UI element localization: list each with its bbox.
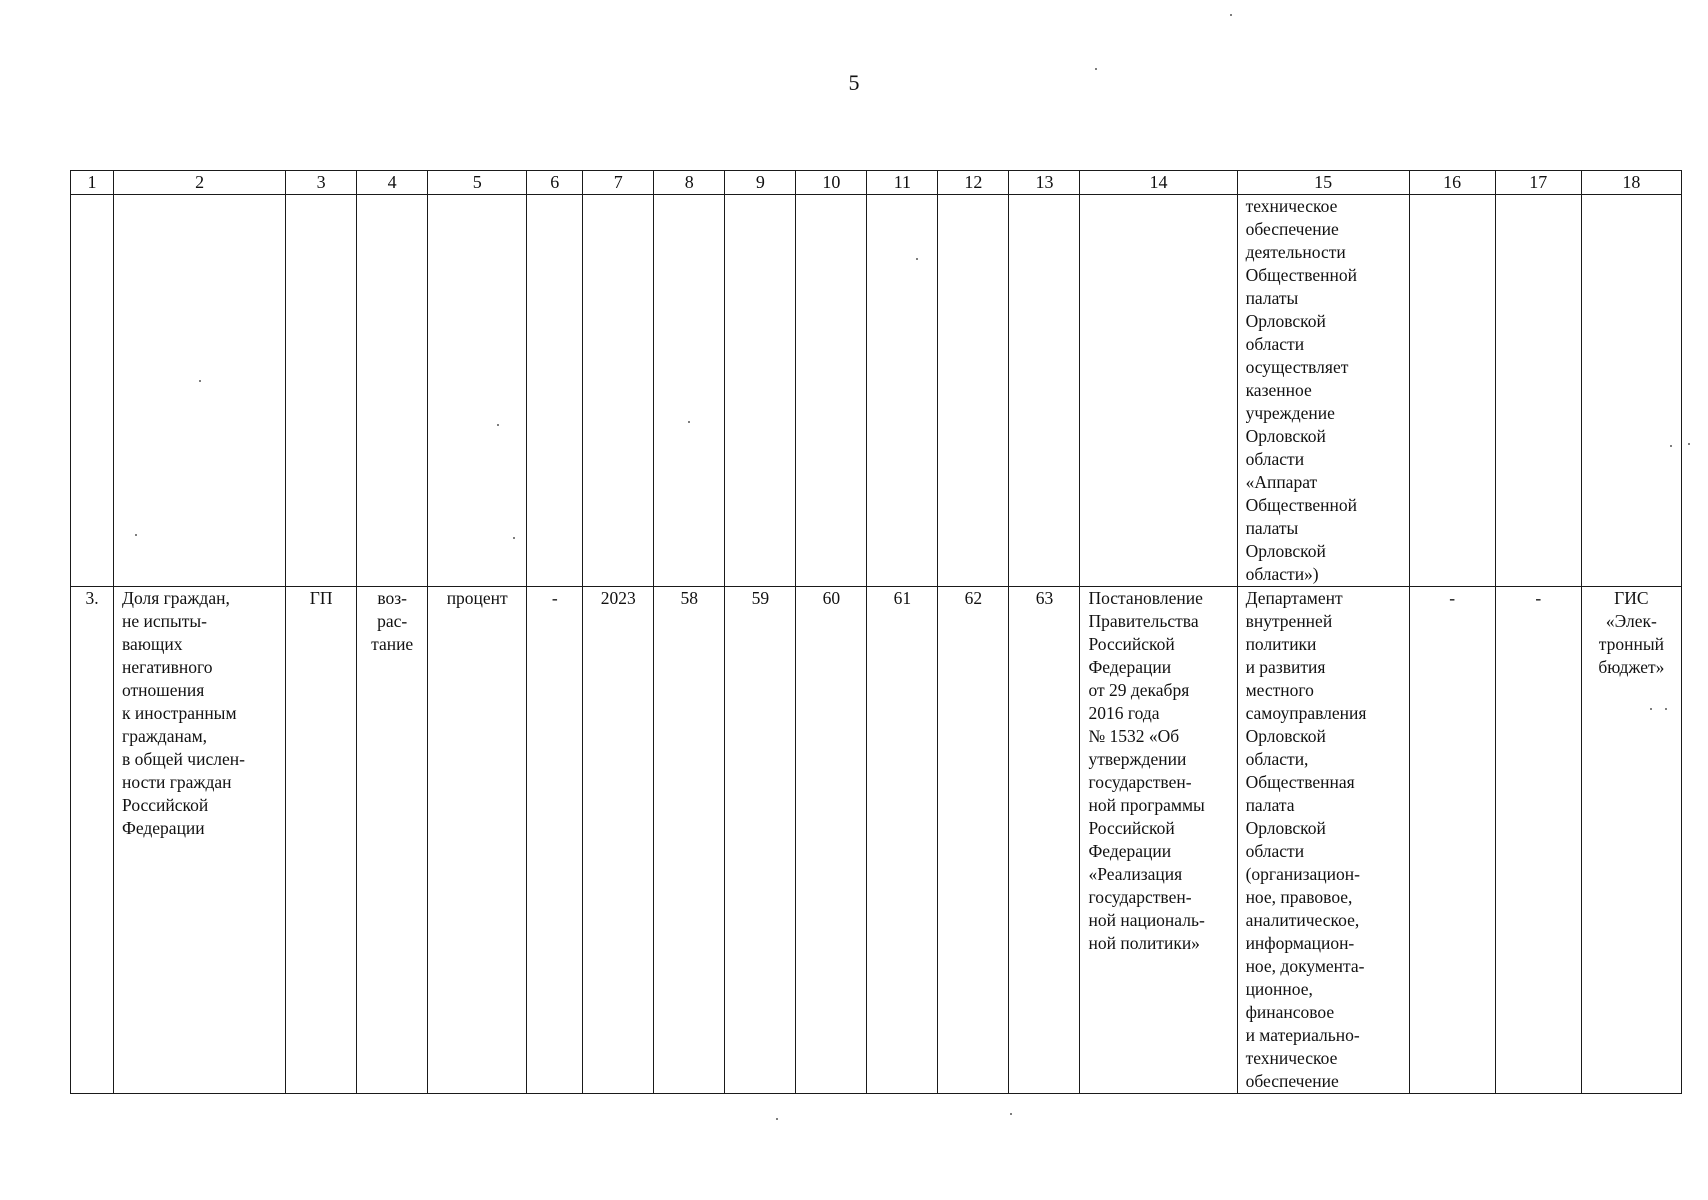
scan-speck	[1230, 14, 1232, 16]
scan-speck	[1095, 68, 1097, 70]
table-cell	[71, 195, 114, 587]
column-number-row	[71, 171, 1682, 195]
table-cell	[1080, 195, 1237, 587]
scan-speck	[1670, 445, 1672, 447]
table-cell	[654, 195, 725, 587]
column-number-12: 12	[938, 171, 1009, 195]
column-number-8: 8	[654, 171, 725, 195]
table-cell	[796, 195, 867, 587]
document-reference-cell: Постановление Правительства Российской Федерации от 29 декабря 2016 года № 1532 «Об утверждении государствен- ной программы Российской Федерации «Реализация государствен- ной националь- ной политики»	[1080, 587, 1237, 1094]
value-cell-8: 58	[654, 587, 725, 1094]
column-number-7: 7	[583, 171, 654, 195]
value-cell-17: -	[1495, 587, 1581, 1094]
value-cell-11: 61	[867, 587, 938, 1094]
row-number-cell: 3.	[71, 587, 114, 1094]
table-cell	[867, 195, 938, 587]
column-number-13: 13	[1009, 171, 1080, 195]
indicator-level-cell: ГП	[286, 587, 357, 1094]
column-number-6: 6	[527, 171, 583, 195]
table-cell	[1409, 195, 1495, 587]
table-cell	[1495, 195, 1581, 587]
page-number: 5	[848, 70, 860, 95]
scan-speck	[513, 537, 515, 539]
table-cell	[938, 195, 1009, 587]
column-number-5: 5	[428, 171, 527, 195]
column-number-2: 2	[114, 171, 286, 195]
indicator-name-cell: Доля граждан, не испыты- вающих негативного отношения к иностранным гражданам, в общей числен- ности граждан Российской Федерации	[114, 587, 286, 1094]
column-number-3: 3	[286, 171, 357, 195]
column-number-9: 9	[725, 171, 796, 195]
unit-cell: процент	[428, 587, 527, 1094]
column-number-10: 10	[796, 171, 867, 195]
scan-speck	[1665, 708, 1667, 710]
indicators-table	[70, 170, 1682, 1094]
column-number-1: 1	[71, 171, 114, 195]
scan-speck	[688, 421, 690, 423]
column-number-14: 14	[1080, 171, 1237, 195]
responsible-cell: Департамент внутренней политики и развития местного самоуправления Орловской области, Общественная палата Орловской области (организацион- ное, правовое, аналитическое, информацион- ное, документа- ционное, финансовое и материально- техническое обеспечение	[1237, 587, 1409, 1094]
scan-speck	[776, 1118, 778, 1120]
table-cell	[357, 195, 428, 587]
scan-speck	[199, 380, 201, 382]
value-cell-13: 63	[1009, 587, 1080, 1094]
value-cell-9: 59	[725, 587, 796, 1094]
information-system-cell: ГИС «Элек- тронный бюджет»	[1581, 587, 1681, 1094]
scan-speck	[1650, 708, 1652, 710]
table-cell	[286, 195, 357, 587]
column-number-17: 17	[1495, 171, 1581, 195]
table-cell	[1581, 195, 1681, 587]
table-cell	[725, 195, 796, 587]
table-cell	[114, 195, 286, 587]
value-cell-12: 62	[938, 587, 1009, 1094]
value-cell-10: 60	[796, 587, 867, 1094]
column-number-16: 16	[1409, 171, 1495, 195]
table-row-indicator-3	[71, 587, 1682, 1094]
table-cell	[1009, 195, 1080, 587]
scan-speck	[497, 424, 499, 426]
scan-speck	[1010, 1113, 1012, 1115]
base-year-cell: 2023	[583, 587, 654, 1094]
table-cell	[583, 195, 654, 587]
base-value-cell: -	[527, 587, 583, 1094]
scan-speck	[916, 258, 918, 260]
scan-speck	[135, 534, 137, 536]
scan-speck	[1688, 443, 1690, 445]
column-number-18: 18	[1581, 171, 1681, 195]
table-cell	[428, 195, 527, 587]
responsible-continuation-cell: техническое обеспечение деятельности Общественной палаты Орловской области осуществляет казенное учреждение Орловской области «Аппарат Общественной палаты Орловской области»)	[1237, 195, 1409, 587]
table-cell	[527, 195, 583, 587]
value-cell-16: -	[1409, 587, 1495, 1094]
column-number-15: 15	[1237, 171, 1409, 195]
column-number-4: 4	[357, 171, 428, 195]
column-number-11: 11	[867, 171, 938, 195]
indicator-direction-cell: воз- рас- тание	[357, 587, 428, 1094]
table-row-continuation	[71, 195, 1682, 587]
